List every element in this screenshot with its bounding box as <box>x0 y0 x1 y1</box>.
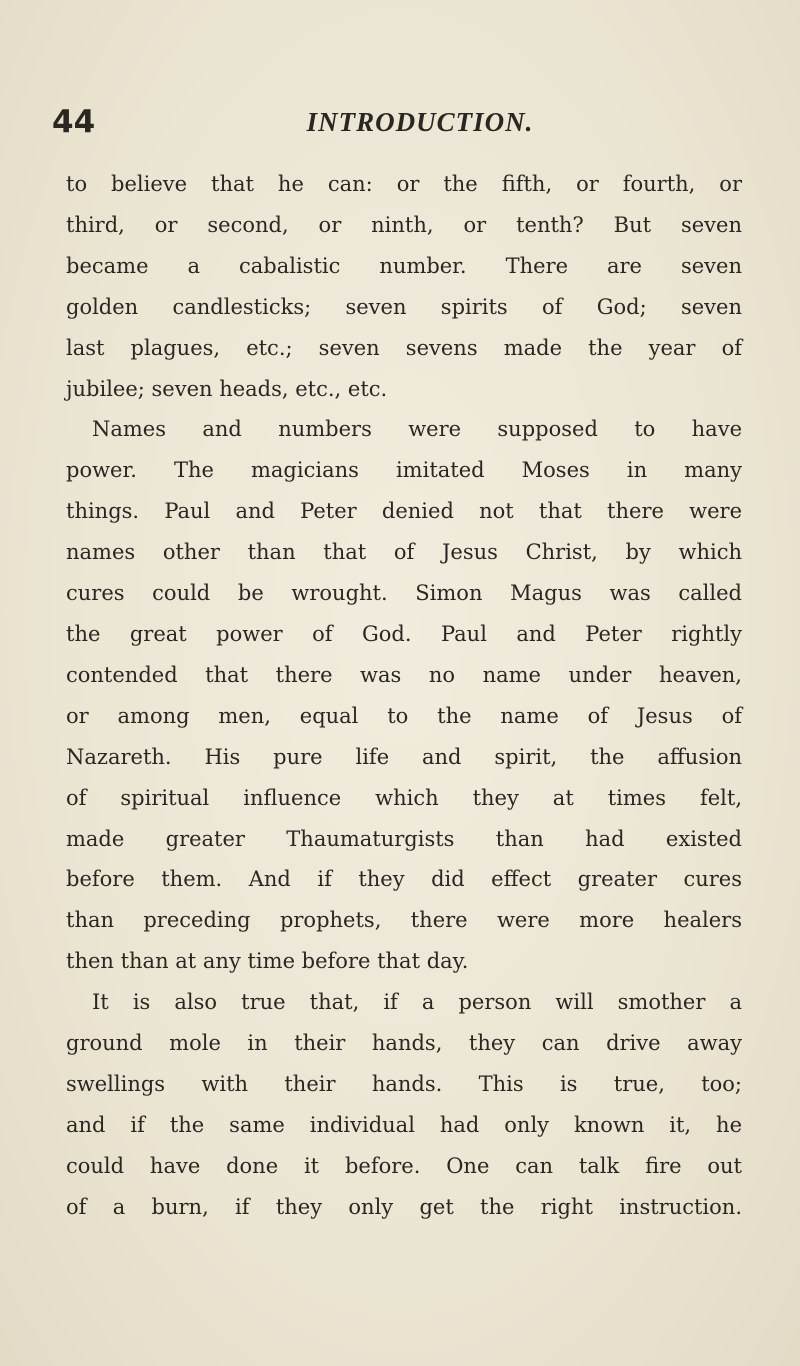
running-head <box>52 100 740 144</box>
text-line: of spiritual influence which they at times felt, <box>66 785 742 810</box>
text-line: Names and numbers were supposed to have <box>92 417 742 442</box>
text-line: could have done it before. One can talk fire out <box>66 1153 742 1178</box>
text-line: of a burn, if they only get the right instruction. <box>66 1194 742 1219</box>
running-title: INTRODUCTION. <box>306 107 534 137</box>
text-line: made greater Thaumaturgists than had existed <box>66 826 742 851</box>
text-line: It is also true that, if a person will smother a <box>92 990 742 1015</box>
text-line: then than at any time before that day. <box>66 949 469 974</box>
paragraph-3 <box>66 982 742 1227</box>
text-line: the great power of God. Paul and Peter rightly <box>66 621 742 646</box>
paragraph-2 <box>66 409 742 982</box>
paragraph-1 <box>66 164 742 409</box>
text-line: before them. And if they did effect greater cures <box>66 867 742 892</box>
text-line: swellings with their hands. This is true, too; <box>66 1071 742 1096</box>
text-line: cures could be wrought. Simon Magus was called <box>66 581 742 606</box>
text-line: names other than that of Jesus Christ, by which <box>66 540 742 565</box>
text-line: than preceding prophets, there were more healers <box>66 908 742 933</box>
text-line: last plagues, etc.; seven sevens made the year of <box>66 335 742 360</box>
text-line: third, or second, or ninth, or tenth? But seven <box>66 212 742 237</box>
text-line: power. The magicians imitated Moses in many <box>66 458 742 483</box>
text-line: or among men, equal to the name of Jesus of <box>66 703 742 728</box>
text-line: contended that there was no name under heaven, <box>66 662 742 687</box>
text-line: became a cabalistic number. There are seven <box>66 253 742 278</box>
body-text <box>66 164 742 1228</box>
text-line: jubilee; seven heads, etc., etc. <box>66 376 388 401</box>
text-line: and if the same individual had only known it, he <box>66 1112 742 1137</box>
text-line: Nazareth. His pure life and spirit, the affusion <box>66 744 742 769</box>
text-line: to believe that he can: or the fifth, or fourth, or <box>66 172 742 196</box>
text-line: things. Paul and Peter denied not that there were <box>66 499 742 524</box>
text-line: ground mole in their hands, they can drive away <box>66 1031 742 1056</box>
text-line: golden candlesticks; seven spirits of God; seven <box>66 294 742 319</box>
page-number: 44 <box>52 104 96 140</box>
